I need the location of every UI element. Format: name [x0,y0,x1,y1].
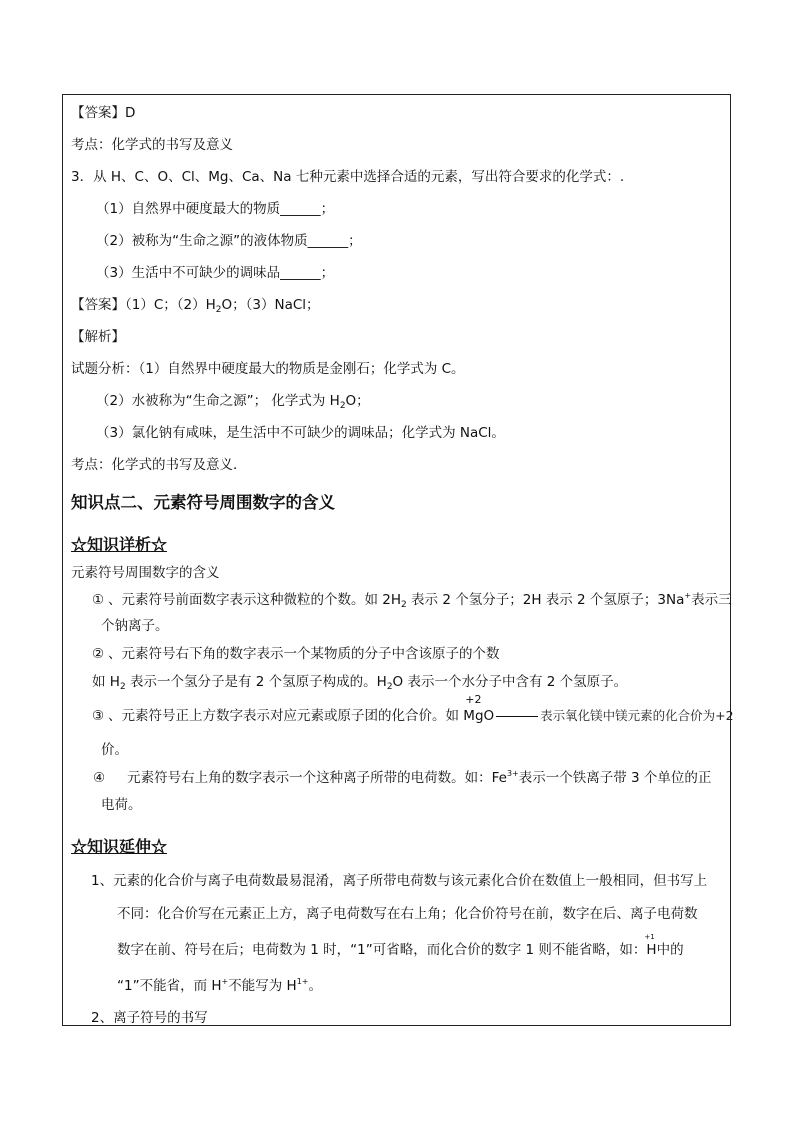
item-4-text-a: 元素符号右上角的数字表示一个这种离子所带的电荷数。如：Fe [127,770,507,786]
valence-h [644,933,657,959]
question-3-stem: 3．从 H、C、O、Cl、Mg、Ca、Na 七种元素中选择合适的元素，写出符合要求的化学式：. [71,169,625,185]
kaodian-line: 考点：化学式的书写及意义 [71,137,233,153]
extension-p1-line-3-text: 数字在前、符号在后；电荷数为 1 时，“1”可省略，而化合价的数字 1 则不能省略，如： [117,942,647,958]
item-1-text-c: 表示三 [691,592,732,608]
valence-h-number: +1 [644,933,655,941]
analysis-2-text: （2）水被称为“生命之源”； 化学式为 H [96,393,340,409]
item-2-ex-c: O 表示一个水分子中含有 2 个氢原子。 [392,674,628,690]
dash-line [496,716,538,717]
extension-p1-line-4-a: “1”不能省，而 H [117,978,222,994]
extension-p1-line-4-c: 。 [308,978,322,994]
valence-number: +2 [465,693,482,706]
extension-p1-line-2: 不同：化合价写在元素正上方，离子电荷数写在右上角；化合价符号在前，数字在后、离子电荷数 [117,906,698,922]
item-3-note: 表示氧化镁中镁元素的化合价为+2 [540,708,734,723]
extension-p1-line-3 [117,933,684,959]
analysis-2-subscript: 2 [339,401,346,411]
section-2-title: 知识点二、元素符号周围数字的含义 [71,493,335,512]
item-2-example [92,673,627,691]
extension-p1-line-4 [117,977,322,995]
analysis-label: 【解析】 [71,329,125,345]
analysis-line-2 [96,392,370,410]
item-4-line [93,769,711,787]
item-3-line [92,693,734,725]
item-1-text-a: 、元素符号前面数字表示这种微粒的个数。如 2H [108,592,402,608]
kaodian-line-2: 考点：化学式的书写及意义． [71,457,247,473]
valence-h-symbol: H [646,942,657,958]
question-3-part-3: （3）生活中不可缺少的调味品______； [96,265,335,281]
item-1-marker: ① [92,592,105,608]
answer-3-line [71,296,320,314]
extension-p1-line-3-tail: 中的 [656,942,684,958]
extension-p1-line-1: 1、元素的化合价与离子电荷数最易混淆，离子所带电荷数与该元素化合价在数值上一般相同，但书写上 [91,873,708,889]
section-2-intro: 元素符号周围数字的含义 [71,565,220,581]
answer-text-1: （1）C；（2）H [125,297,216,313]
extension-p2: 2、离子符号的书写 [91,1010,208,1026]
item-4-marker: ④ [93,770,106,786]
extension-sup-1: + [221,977,229,986]
item-2-text: 、元素符号右下角的数字表示一个某物质的分子中含该原子的个数 [108,646,500,662]
analysis-line-3: （3）氯化钠有咸味，是生活中不可缺少的调味品；化学式为 NaCl。 [96,425,505,441]
item-1-line [92,591,732,609]
item-2-ex-a: 如 H [92,674,120,690]
answer-subscript: 2 [215,305,222,315]
item-3-marker: ③ [92,708,105,724]
detail-heading: ☆知识详析☆ [71,535,168,554]
item-1-superscript: + [684,591,692,600]
valence-formula [463,693,495,725]
item-1-subscript: 2 [401,600,407,610]
item-2-ex-b: 表示一个氢分子是有 2 个氢原子构成的。H [125,674,387,690]
item-1-text-b: 表示 2 个氢分子；2H 表示 2 个氢原子；3Na [406,592,685,608]
answer-text-2: O；（3）NaCl； [221,297,320,313]
item-4-superscript: 3+ [506,769,519,778]
item-2-line [92,645,500,663]
item-4-text-b: 表示一个铁离子带 3 个单位的正 [518,770,712,786]
item-2-ex-sub: 2 [119,682,126,692]
extension-heading: ☆知识延伸☆ [71,837,168,856]
answer-label: 【答案】 [71,297,125,313]
question-3-part-1: （1）自然界中硬度最大的物质______； [96,201,335,217]
analysis-2-tail: O； [345,393,370,409]
item-2-ex-sub2: 2 [386,682,393,692]
answer-line: 【答案】D [71,105,136,121]
item-3-text: 、元素符号正上方数字表示对应元素或原子团的化合价。如 [108,708,464,724]
item-2-marker: ② [92,646,105,662]
item-4-continuation: 电荷。 [101,797,142,813]
item-1-continuation: 个钠离子。 [101,618,169,634]
item-3-continuation: 价。 [101,742,128,758]
extension-p1-line-4-b: 不能写为 H [228,978,297,994]
question-3-part-2: （2）被称为“生命之源”的液体物质______； [96,233,362,249]
formula-mgo: MgO [463,708,495,724]
analysis-line-1: 试题分析：（1）自然界中硬度最大的物质是金刚石；化学式为 C。 [71,361,465,377]
extension-sup-2: 1+ [296,977,309,986]
